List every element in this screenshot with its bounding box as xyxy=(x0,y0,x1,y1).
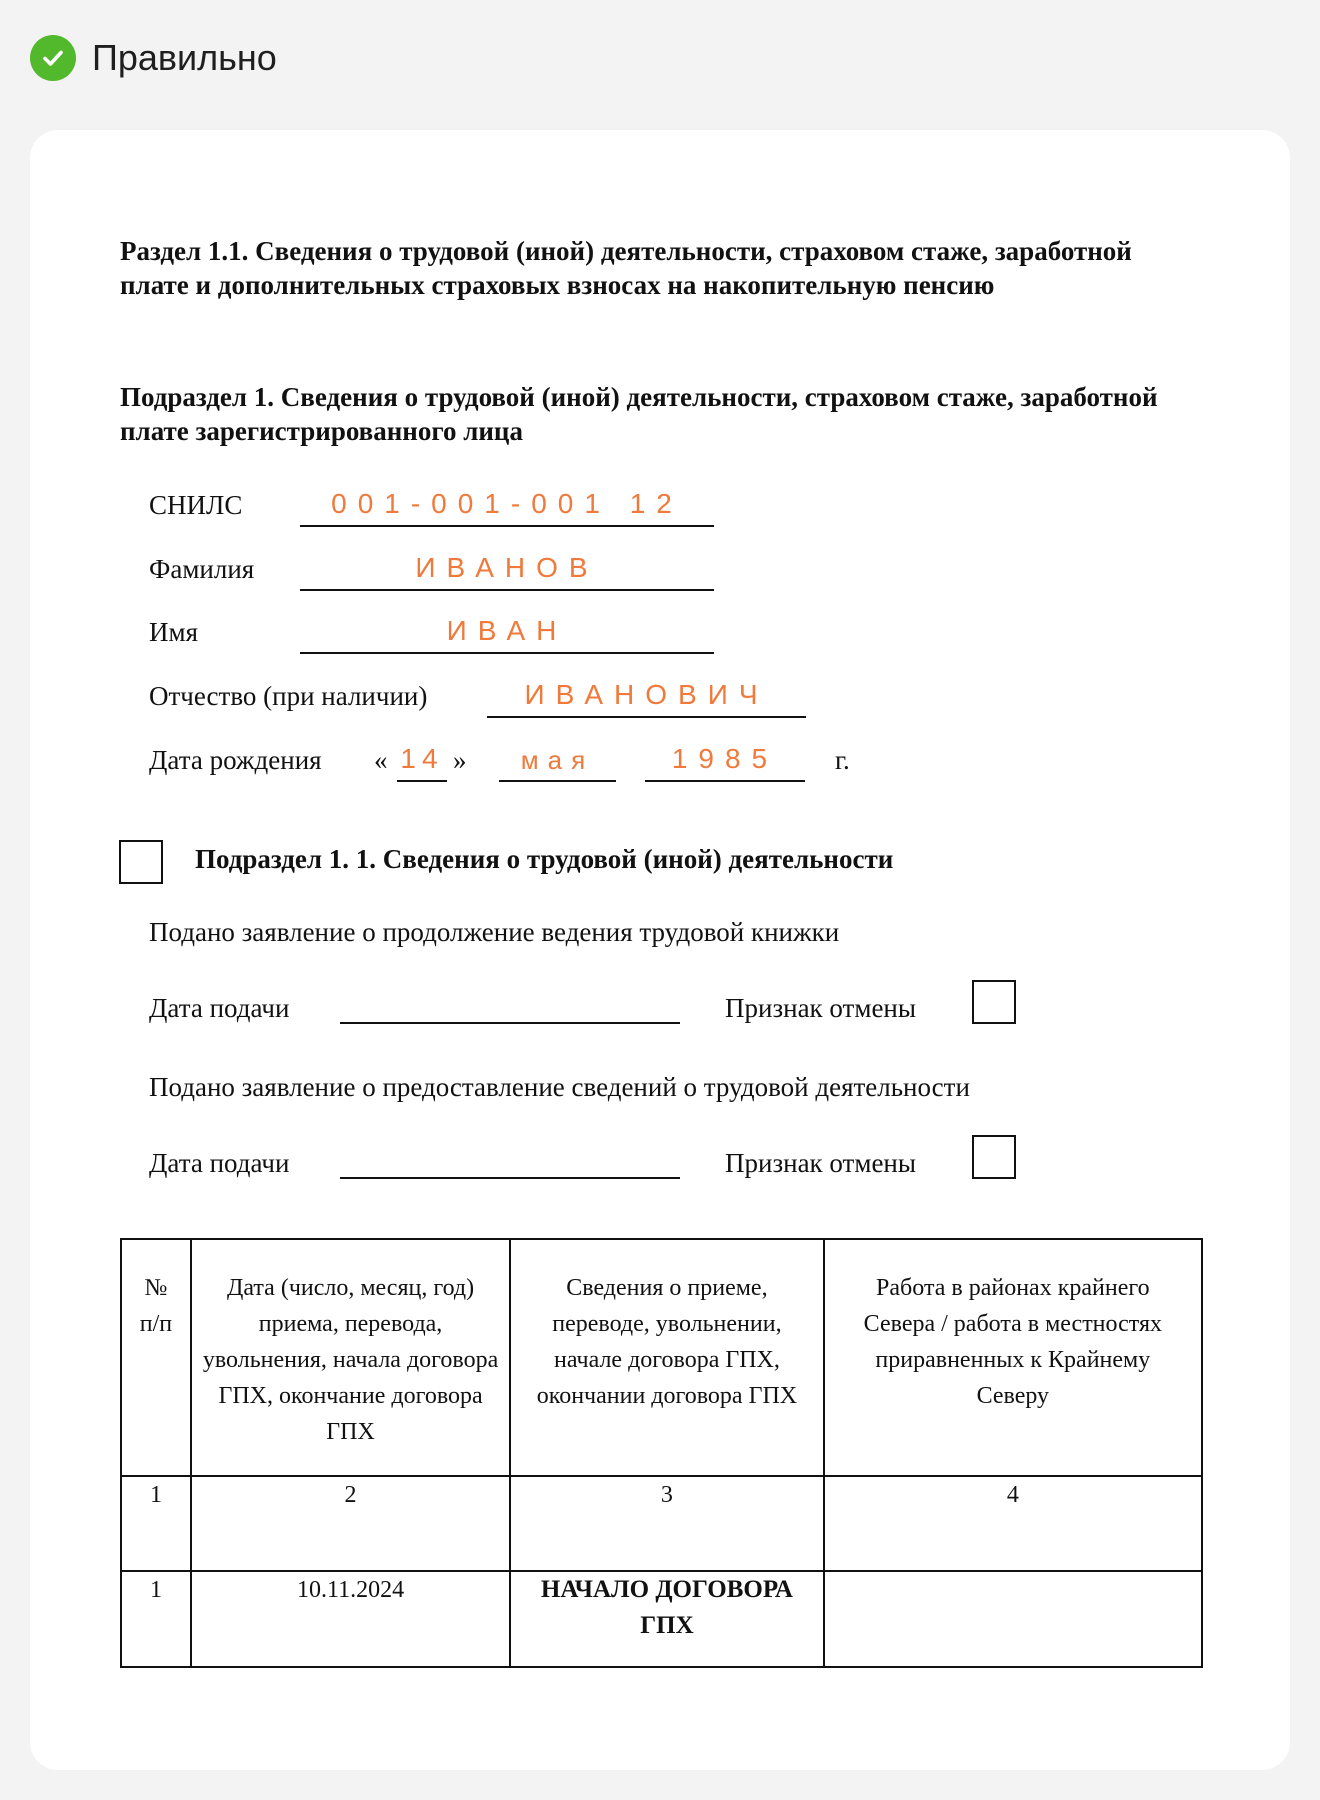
header-cell-info: Сведения о приеме, переводе, увольнении, начале договора ГПХ, окончании договора ГПХ xyxy=(510,1239,823,1476)
table-row xyxy=(121,1571,1202,1667)
status-title: Правильно xyxy=(92,37,277,78)
quote-close: » xyxy=(453,745,467,775)
subsection-title: Подраздел 1. Сведения о трудовой (иной) деятельности, страховом стаже, заработной плате зарегистрированного лица xyxy=(120,382,1158,446)
patronymic-value[interactable]: ИВАНОВИЧ xyxy=(524,679,769,710)
column-number-1: 1 xyxy=(121,1476,191,1571)
cancel-checkbox-1[interactable] xyxy=(972,980,1016,1024)
year-suffix: г. xyxy=(835,745,850,775)
quote-open: « xyxy=(374,745,388,775)
birth-day-value[interactable]: 14 xyxy=(400,743,444,774)
birth-year-value[interactable]: 1985 xyxy=(671,743,779,774)
header-cell-number: № п/п xyxy=(121,1239,191,1476)
date-label-2: Дата подачи xyxy=(149,1148,290,1178)
column-number-3: 3 xyxy=(510,1476,823,1571)
statement2-text: Подано заявление о предоставление сведений о трудовой деятельности xyxy=(149,1072,970,1102)
header-cell-date: Дата (число, месяц, год) приема, перевода, увольнения, начала договора ГПХ, окончание договора ГПХ xyxy=(191,1239,510,1476)
cancel-label-2: Признак отмены xyxy=(725,1148,917,1178)
row-info-cell: НАЧАЛО ДОГОВОРА ГПХ xyxy=(510,1571,823,1667)
birthdate-label: Дата рождения xyxy=(149,745,322,775)
snils-label: СНИЛС xyxy=(149,490,243,520)
status-header xyxy=(30,34,277,82)
firstname-label: Имя xyxy=(149,617,199,647)
firstname-value[interactable]: ИВАН xyxy=(446,615,568,646)
birth-month-underline xyxy=(499,780,616,782)
subsection-checkbox[interactable] xyxy=(119,840,163,884)
section-title: Раздел 1.1. Сведения о трудовой (иной) деятельности, страховом стаже, заработной плате и дополнительных страховых взносах на накопительную пенсию xyxy=(120,236,1132,300)
column-number-2: 2 xyxy=(191,1476,510,1571)
row-date-cell: 10.11.2024 xyxy=(191,1571,510,1667)
table-header-row xyxy=(121,1239,1202,1476)
lastname-underline xyxy=(300,589,714,591)
lastname-label: Фамилия xyxy=(149,554,255,584)
employment-table xyxy=(120,1238,1203,1668)
header-cell-north: Работа в районах крайнего Севера / работа в местностях приравненных к Крайнему Северу xyxy=(824,1239,1202,1476)
snils-value[interactable]: 001-001-001 12 xyxy=(331,488,683,519)
firstname-underline xyxy=(300,652,714,654)
date-label-1: Дата подачи xyxy=(149,993,290,1023)
cancel-label-1: Признак отмены xyxy=(725,993,917,1023)
patronymic-label: Отчество (при наличии) xyxy=(149,681,428,711)
snils-underline xyxy=(300,525,714,527)
lastname-value[interactable]: ИВАНОВ xyxy=(415,552,599,583)
column-number-4: 4 xyxy=(824,1476,1202,1571)
check-icon xyxy=(30,35,76,81)
birth-day-underline xyxy=(397,780,447,782)
cancel-checkbox-2[interactable] xyxy=(972,1135,1016,1179)
row-north-cell xyxy=(824,1571,1202,1667)
patronymic-underline xyxy=(487,716,806,718)
birth-month-value[interactable]: мая xyxy=(520,745,595,775)
date-field-1[interactable] xyxy=(340,1022,680,1024)
subsection2-title: Подраздел 1. 1. Сведения о трудовой (иной) деятельности xyxy=(195,844,894,874)
table-number-row xyxy=(121,1476,1202,1571)
birth-year-underline xyxy=(645,780,805,782)
date-field-2[interactable] xyxy=(340,1177,680,1179)
row-number-cell: 1 xyxy=(121,1571,191,1667)
statement1-text: Подано заявление о продолжение ведения трудовой книжки xyxy=(149,917,840,947)
